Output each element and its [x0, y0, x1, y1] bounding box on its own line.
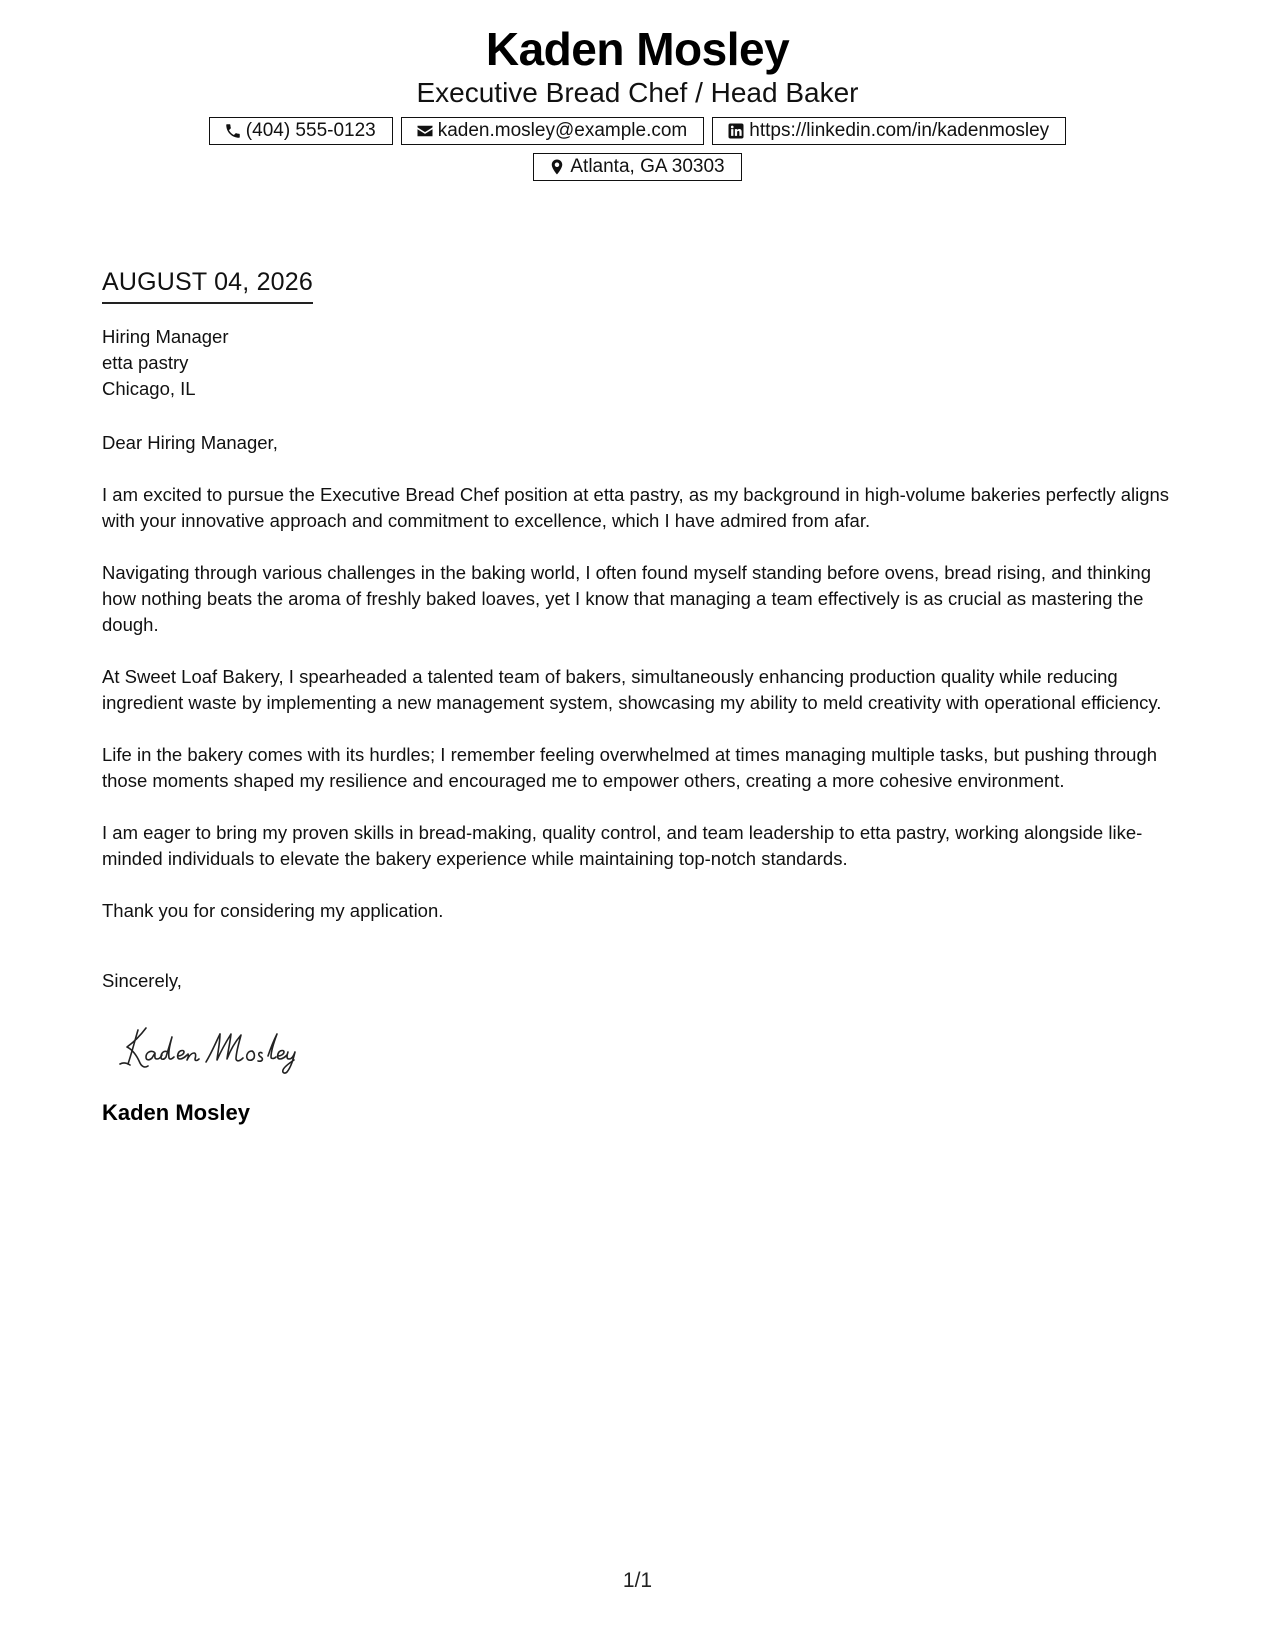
recipient-line: etta pastry [102, 352, 189, 373]
body-paragraph: Navigating through various challenges in the baking world, I often found myself standing before ovens, bread rising, and thinking how nothing beats the aroma of freshly baked loaves, yet I know that managing a team effectively is as crucial as mastering the dough. [102, 562, 1151, 635]
handwritten-signature [116, 1016, 356, 1076]
salutation: Dear Hiring Manager, [102, 432, 278, 453]
location-chip[interactable] [533, 153, 741, 181]
linkedin-text: https://linkedin.com/in/kadenmosley [749, 120, 1050, 141]
map-pin-icon [548, 158, 566, 176]
body-paragraph: I am excited to pursue the Executive Bread Chef position at etta pastry, as my background in high-volume bakeries perfectly aligns with your innovative approach and commitment to excellence, which I have admired from afar. [102, 484, 1170, 531]
envelope-icon [416, 122, 434, 140]
page-number: 1/1 [622, 1569, 653, 1592]
signer-name: Kaden Mosley [102, 1100, 250, 1125]
recipient-line: Chicago, IL [102, 378, 196, 399]
phone-chip[interactable] [209, 117, 393, 145]
recipient-line: Hiring Manager [102, 326, 229, 347]
location-text: Atlanta, GA 30303 [570, 156, 725, 177]
contact-row-secondary [0, 153, 1275, 181]
letter-date: AUGUST 04, 2026 [102, 266, 313, 304]
body-paragraph: I am eager to bring my proven skills in bread-making, quality control, and team leadership to etta pastry, working alongside like-minded individuals to elevate the bakery experience while maintaining top-notch standards. [102, 822, 1143, 869]
letter-body [102, 266, 1182, 1127]
contact-row-primary [0, 117, 1275, 145]
signoff: Sincerely, [102, 970, 182, 991]
email-text: kaden.mosley@example.com [437, 120, 688, 141]
email-chip[interactable] [401, 117, 705, 145]
linkedin-icon [727, 122, 745, 140]
phone-text: (404) 555-0123 [245, 120, 376, 141]
phone-icon [224, 122, 242, 140]
applicant-name: Kaden Mosley [485, 23, 790, 75]
body-paragraph: Life in the bakery comes with its hurdles; I remember feeling overwhelmed at times managing multiple tasks, but pushing through those moments shaped my resilience and encouraged me to empower others, creating a more cohesive environment. [102, 744, 1158, 791]
body-paragraph: At Sweet Loaf Bakery, I spearheaded a talented team of bakers, simultaneously enhancing production quality while reducing ingredient waste by implementing a new management system, showcasing my ability to meld creativity with operational efficiency. [102, 666, 1162, 713]
letter-header [0, 22, 1275, 181]
applicant-title: Executive Bread Chef / Head Baker [416, 77, 859, 108]
recipient-block [102, 324, 1182, 402]
linkedin-chip[interactable] [712, 117, 1066, 145]
closing-line: Thank you for considering my application. [102, 900, 444, 921]
